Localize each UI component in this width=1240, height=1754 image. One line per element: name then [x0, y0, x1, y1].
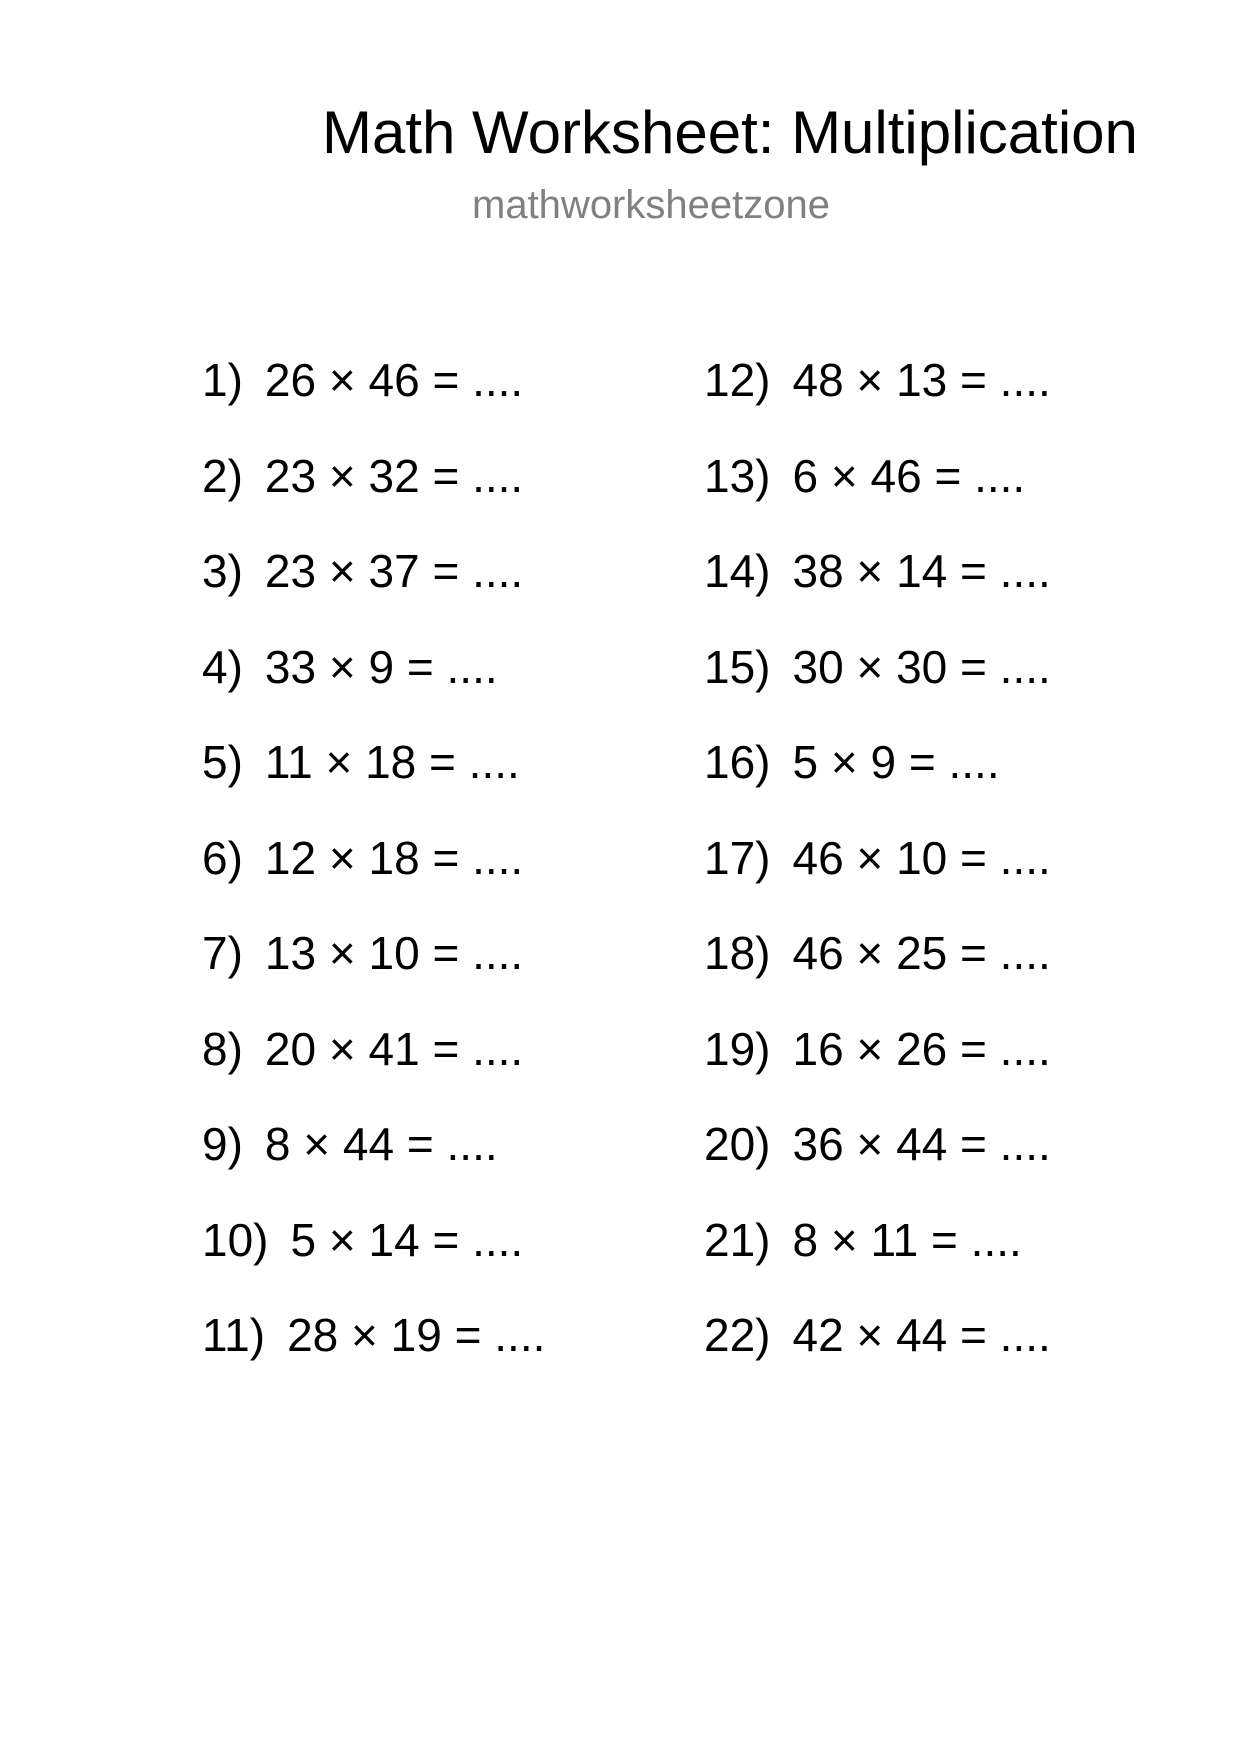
problem-item — [202, 1212, 545, 1308]
problem-item — [704, 925, 1051, 1021]
problem-number: 12) — [704, 354, 771, 406]
problem-number: 11) — [202, 1309, 266, 1361]
problem-item — [202, 1307, 545, 1403]
problem-number: 8) — [202, 1022, 243, 1075]
problem-item — [704, 1212, 1051, 1308]
problem-item — [202, 734, 545, 830]
problem-number: 19) — [704, 1022, 771, 1075]
problem-item — [202, 448, 545, 544]
problem-number: 5) — [202, 736, 243, 788]
problem-expression: 26 × 46 = .... — [264, 354, 524, 406]
problem-item — [704, 543, 1051, 639]
problem-number: 3) — [202, 545, 243, 597]
problem-item — [704, 830, 1051, 926]
page-title: Math Worksheet: Multiplication — [322, 99, 1138, 166]
problem-item — [202, 830, 545, 926]
problem-number: 18) — [704, 927, 771, 979]
problem-item — [202, 543, 545, 639]
problem-item — [202, 925, 545, 1021]
problem-item — [704, 1116, 1051, 1212]
problem-number: 17) — [704, 831, 771, 884]
problem-expression: 48 × 13 = .... — [792, 354, 1051, 406]
problem-number: 14) — [704, 545, 771, 597]
problem-number: 13) — [704, 449, 771, 502]
problem-item — [704, 639, 1051, 735]
problem-item — [704, 1307, 1051, 1403]
problem-expression: 11 × 18 = .... — [264, 736, 520, 788]
problem-expression: 33 × 9 = .... — [264, 640, 498, 693]
problem-item — [202, 1116, 545, 1212]
problem-expression: 8 × 44 = .... — [264, 1118, 498, 1170]
problem-expression: 23 × 32 = .... — [264, 449, 524, 502]
problem-number: 7) — [202, 927, 243, 979]
problem-expression: 5 × 14 = .... — [290, 1213, 524, 1266]
problem-expression: 42 × 44 = .... — [792, 1309, 1051, 1361]
problem-expression: 16 × 26 = .... — [792, 1022, 1051, 1075]
problem-item — [202, 639, 545, 735]
problem-expression: 6 × 46 = .... — [792, 449, 1026, 502]
problems-right-column — [704, 352, 1051, 1403]
problem-expression: 36 × 44 = .... — [792, 1118, 1051, 1170]
problem-number: 2) — [202, 449, 243, 502]
problem-item — [704, 1021, 1051, 1117]
problem-number: 20) — [704, 1118, 771, 1170]
problem-expression: 30 × 30 = .... — [792, 640, 1051, 693]
problem-number: 6) — [202, 831, 243, 884]
problem-item — [704, 734, 1051, 830]
problem-item — [704, 352, 1051, 448]
problem-expression: 20 × 41 = .... — [264, 1022, 524, 1075]
problem-item — [704, 448, 1051, 544]
problem-number: 4) — [202, 640, 243, 693]
problem-expression: 5 × 9 = .... — [792, 736, 1000, 788]
problems-left-column — [202, 352, 545, 1403]
problem-number: 1) — [202, 354, 243, 406]
problem-expression: 46 × 25 = .... — [792, 927, 1051, 979]
site-subtitle: mathworksheetzone — [472, 183, 830, 227]
problem-number: 9) — [202, 1118, 243, 1170]
problem-expression: 46 × 10 = .... — [792, 831, 1051, 884]
problem-number: 22) — [704, 1309, 771, 1361]
problem-expression: 13 × 10 = .... — [264, 927, 524, 979]
problem-expression: 8 × 11 = .... — [792, 1213, 1022, 1266]
problem-number: 10) — [202, 1213, 269, 1266]
problem-expression: 12 × 18 = .... — [264, 831, 524, 884]
problem-expression: 38 × 14 = .... — [792, 545, 1051, 597]
problem-item — [202, 352, 545, 448]
problem-number: 15) — [704, 640, 771, 693]
problem-number: 21) — [704, 1213, 771, 1266]
problem-item — [202, 1021, 545, 1117]
problem-expression: 23 × 37 = .... — [264, 545, 524, 597]
problem-number: 16) — [704, 736, 771, 788]
problem-expression: 28 × 19 = .... — [287, 1309, 546, 1361]
